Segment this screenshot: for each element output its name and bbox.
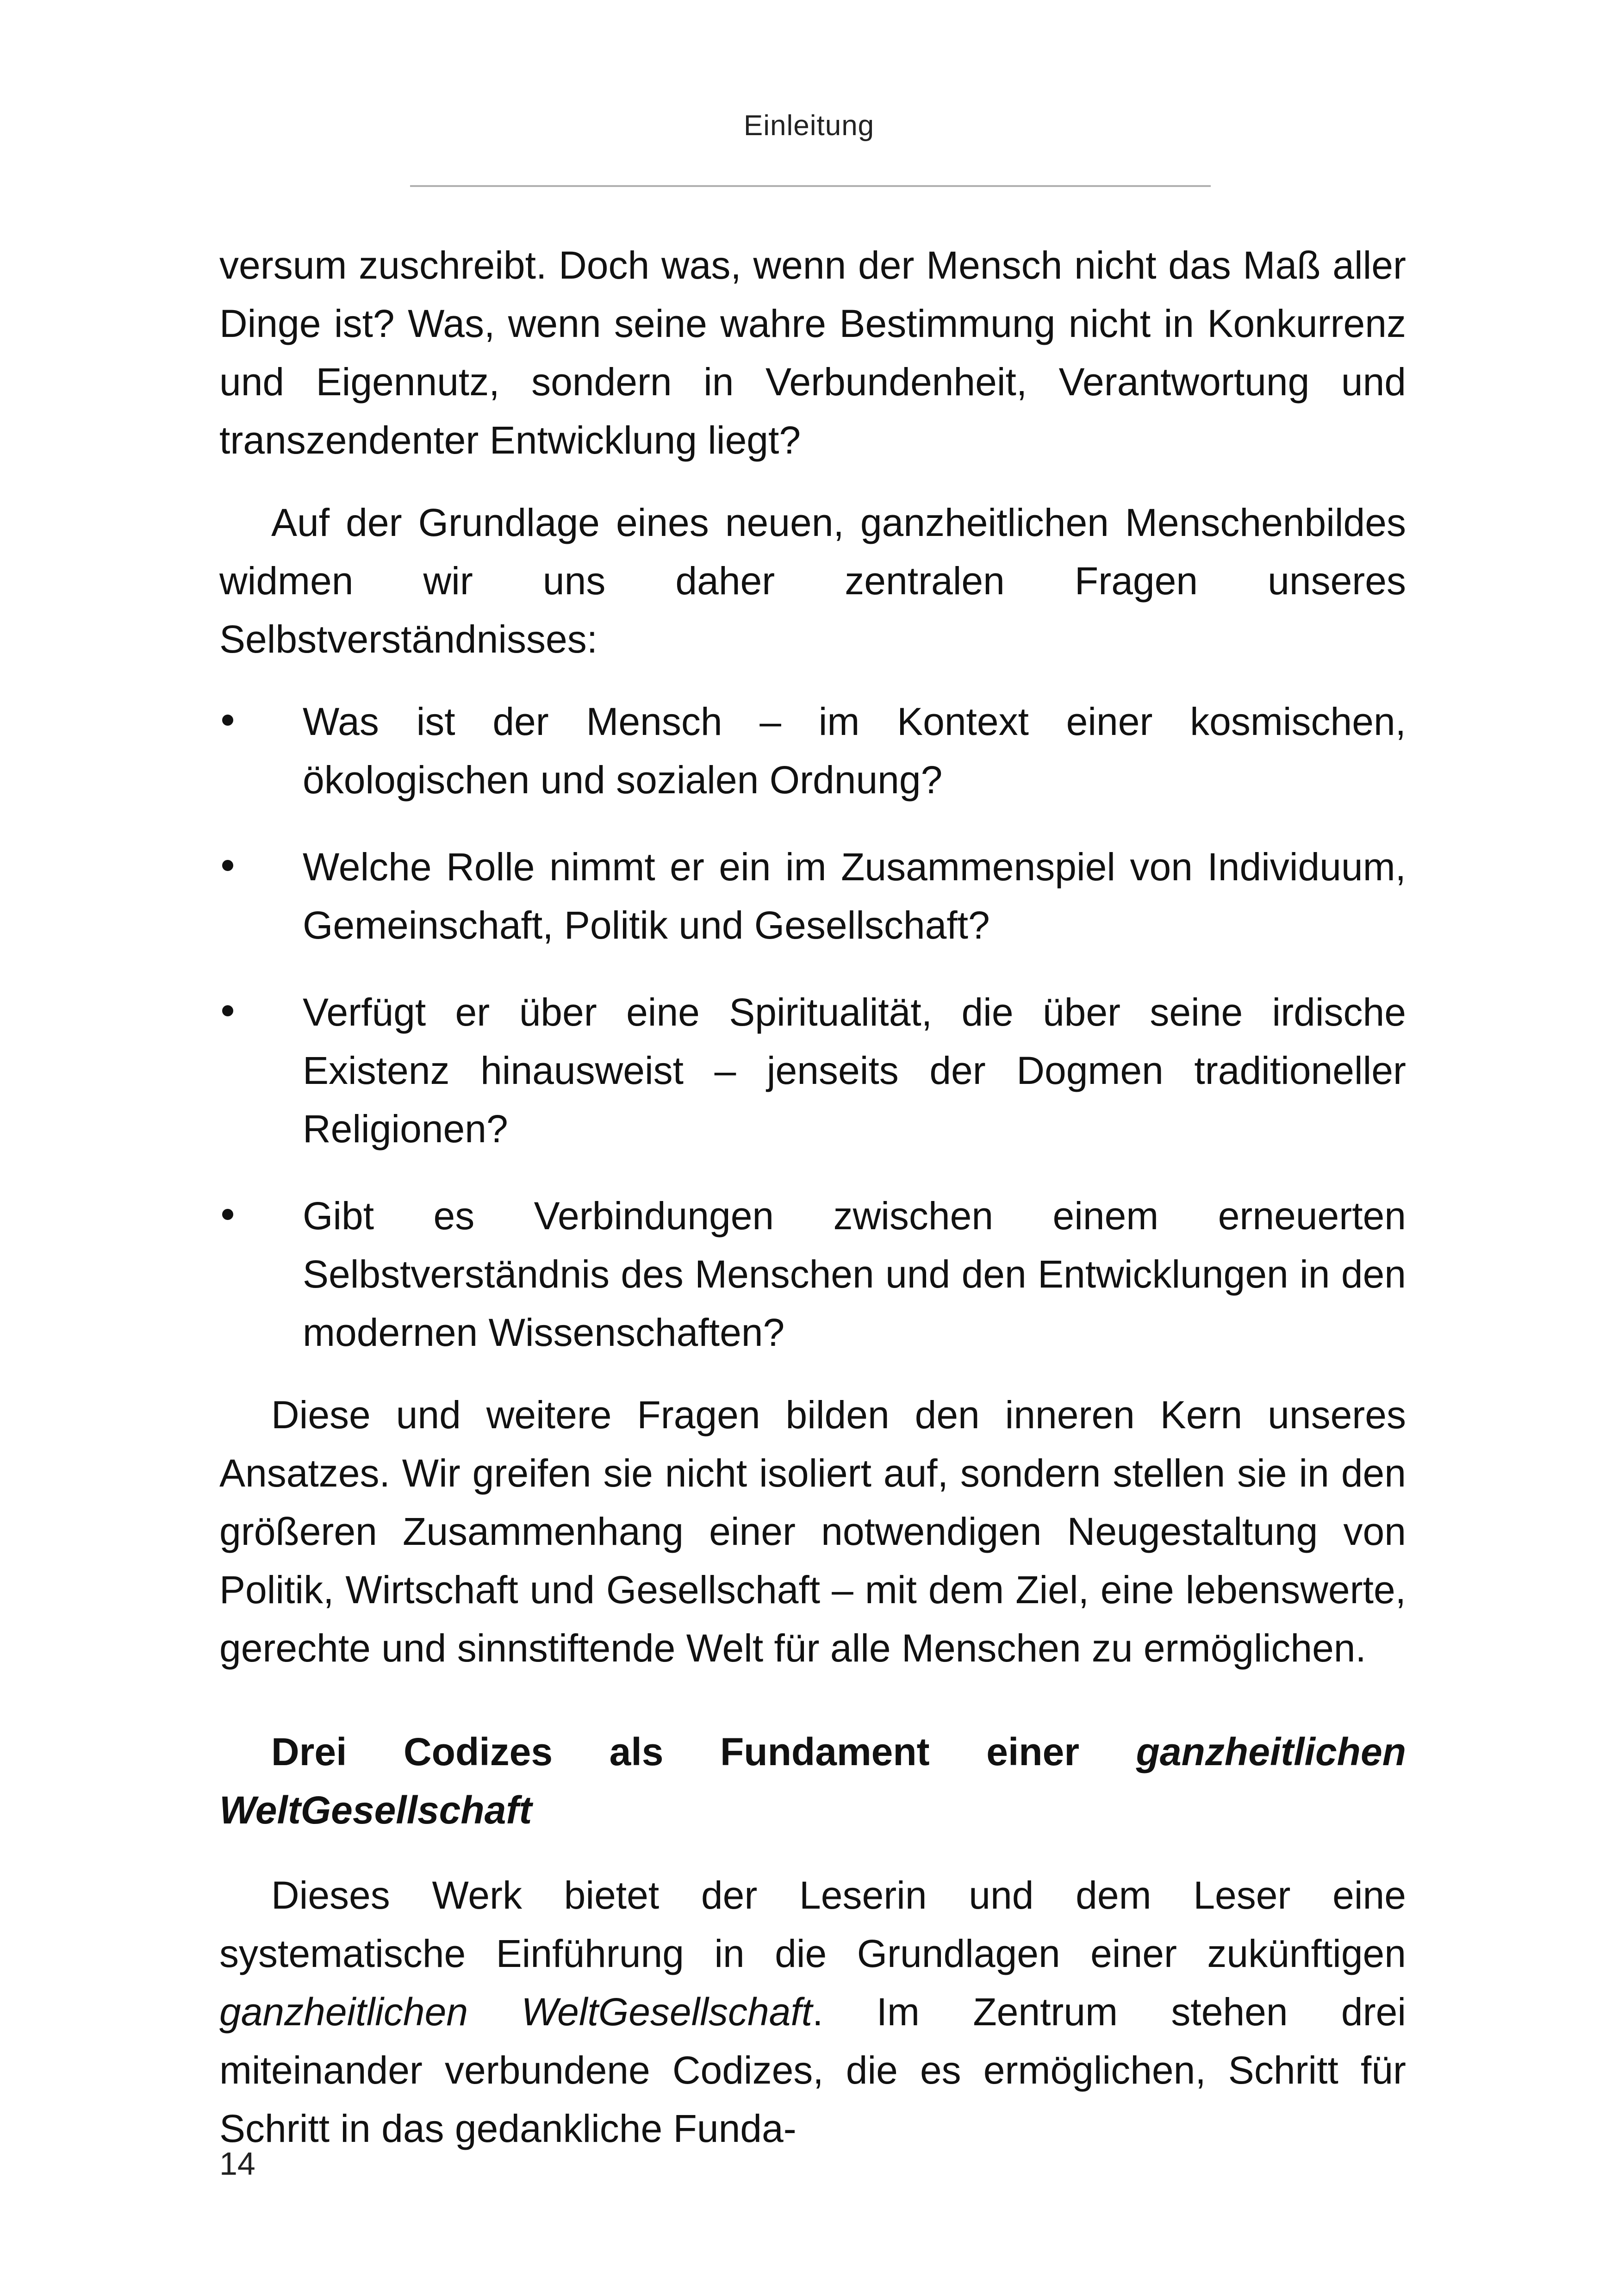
question-list — [219, 692, 1406, 1362]
list-item-text: Gibt es Verbindungen zwischen einem erneuerten Selbstverständnis des Menschen und den Entwicklungen in den modernen Wissenschaften? — [303, 1194, 1406, 1354]
section-heading-italic: ganzheitlichen WeltGesellschaft — [219, 1730, 1406, 1832]
list-item — [219, 983, 1406, 1158]
section-heading — [219, 1723, 1406, 1839]
page-number: 14 — [219, 2146, 255, 2182]
list-item-text: Was ist der Mensch – im Kontext einer kosmischen, ökologischen und sozialen Ordnung? — [303, 700, 1406, 802]
running-head: Einleitung — [743, 110, 875, 142]
list-item — [219, 1187, 1406, 1362]
header-rule — [410, 185, 1211, 187]
bullet-icon — [222, 1005, 233, 1016]
bullet-icon — [222, 1209, 233, 1220]
paragraph-intro-questions: Auf der Grundlage eines neuen, ganzheitlichen Menschenbildes widmen wir uns daher zentralen Fragen unseres Selbstverständnisses: — [219, 501, 1406, 661]
list-item-text: Welche Rolle nimmt er ein im Zusammenspiel von Individuum, Gemeinschaft, Politik und Gesellschaft? — [303, 845, 1406, 947]
list-item — [219, 692, 1406, 809]
bullet-icon — [222, 715, 233, 726]
bullet-icon — [222, 860, 233, 871]
paragraph-part-1: Dieses Werk bietet der Leserin und dem Leser eine systematische Einführung in die Grundlagen einer zukünftigen — [219, 1873, 1406, 1975]
paragraph-work-overview — [219, 1866, 1406, 2158]
paragraph-part-2: . Im Zentrum stehen drei miteinander verbundene Codizes, die es ermöglichen, Schritt für Schritt in das gedankliche Funda- — [219, 1990, 1406, 2150]
page-body — [219, 236, 1406, 2182]
section-heading-plain: Drei Codizes als Fundament einer — [271, 1730, 1136, 1773]
list-item-text: Verfügt er über eine Spiritualität, die über seine irdische Existenz hinausweist – jenseits der Dogmen traditioneller Religionen? — [303, 990, 1406, 1151]
paragraph-core-approach: Diese und weitere Fragen bilden den inneren Kern unseres Ansatzes. Wir greifen sie nicht isoliert auf, sondern stellen sie in den größeren Zusammenhang einer notwendigen Neugestaltung von Politik, Wirtschaft und Gesellschaft – mit dem Ziel, eine lebenswerte, gerechte und sinnstiftende Welt für alle Menschen zu ermöglichen. — [219, 1393, 1406, 1670]
paragraph-italic: ganzheitlichen WeltGesellschaft — [219, 1990, 813, 2034]
list-item — [219, 838, 1406, 954]
paragraph-continued: versum zuschreibt. Doch was, wenn der Mensch nicht das Maß aller Dinge ist? Was, wenn seine wahre Bestimmung nicht in Konkurrenz und Eigennutz, sondern in Verbundenheit, Verantwortung und transzendenter Entwicklung liegt? — [219, 243, 1406, 462]
